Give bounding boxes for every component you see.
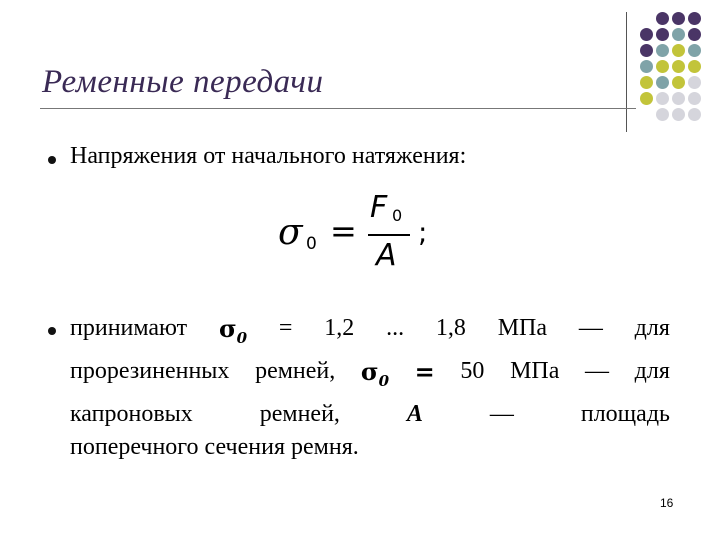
word: —	[585, 357, 610, 384]
paragraph-line-1	[70, 312, 670, 355]
decorative-dot	[672, 92, 685, 105]
decorative-dot	[672, 108, 685, 121]
sigma-symbol: $\sigma_0$	[360, 356, 390, 390]
paragraph-line-3	[70, 398, 670, 431]
formula-numerator-subscript: 0	[392, 206, 403, 225]
decorative-dot	[688, 28, 701, 41]
bullet-dot	[48, 156, 56, 164]
vertical-rule	[626, 12, 627, 132]
word: —	[489, 400, 514, 427]
word: для	[634, 357, 670, 384]
word: прорезиненных	[70, 357, 230, 384]
decorative-dot	[672, 44, 685, 57]
paragraph-line-2	[70, 355, 670, 398]
decorative-dot	[640, 28, 653, 41]
paragraph-line-4: поперечного сечения ремня.	[70, 433, 359, 460]
word: МПа	[510, 357, 560, 384]
word: ...	[386, 315, 405, 341]
word: —	[578, 315, 603, 341]
formula-equals: =	[330, 212, 357, 250]
decorative-dot	[640, 60, 653, 73]
decorative-dot	[656, 28, 669, 41]
decorative-dot	[688, 12, 701, 25]
formula-semicolon: ;	[418, 216, 428, 249]
stress-formula	[278, 190, 448, 280]
decorative-dot-grid	[640, 12, 710, 122]
slide-title: Ременные передачи	[42, 64, 324, 100]
word: ремней,	[255, 357, 336, 384]
bullet-text-stress-values	[70, 312, 670, 464]
decorative-dot	[640, 76, 653, 89]
formula-denominator: A	[376, 238, 397, 273]
bullet-text-initial-tension: Напряжения от начального натяжения:	[70, 143, 467, 169]
formula-sigma: σ	[278, 212, 303, 253]
decorative-dot	[672, 28, 685, 41]
word: 1,8	[435, 315, 466, 341]
decorative-dot	[640, 44, 653, 57]
decorative-dot	[656, 60, 669, 73]
fraction-bar	[368, 234, 410, 236]
decorative-dot	[656, 76, 669, 89]
decorative-dot	[640, 92, 653, 105]
decorative-dot	[672, 76, 685, 89]
word: 1,2	[324, 315, 355, 341]
formula-sigma-subscript: 0	[306, 234, 317, 254]
word: для	[634, 315, 670, 341]
decorative-dot	[688, 60, 701, 73]
word: ремней,	[259, 400, 340, 427]
bullet-dot	[48, 327, 56, 335]
formula-numerator: F	[370, 190, 388, 225]
decorative-dot	[672, 12, 685, 25]
decorative-dot	[688, 92, 701, 105]
decorative-dot	[688, 44, 701, 57]
word: =	[278, 315, 293, 341]
word: капроновых	[70, 400, 193, 427]
word: =	[414, 356, 435, 386]
decorative-dot	[656, 92, 669, 105]
word: принимают	[70, 315, 188, 341]
decorative-dot	[656, 12, 669, 25]
word: 50	[460, 357, 485, 384]
decorative-dot	[688, 108, 701, 121]
sigma-symbol: $\sigma_0$	[218, 314, 248, 347]
decorative-dot	[672, 60, 685, 73]
page-number: 16	[660, 496, 674, 510]
area-symbol: A	[406, 400, 423, 427]
decorative-dot	[656, 108, 669, 121]
word: МПа	[497, 315, 548, 341]
word: площадь	[580, 400, 670, 427]
title-underline	[40, 108, 636, 109]
decorative-dot	[656, 44, 669, 57]
decorative-dot	[688, 76, 701, 89]
